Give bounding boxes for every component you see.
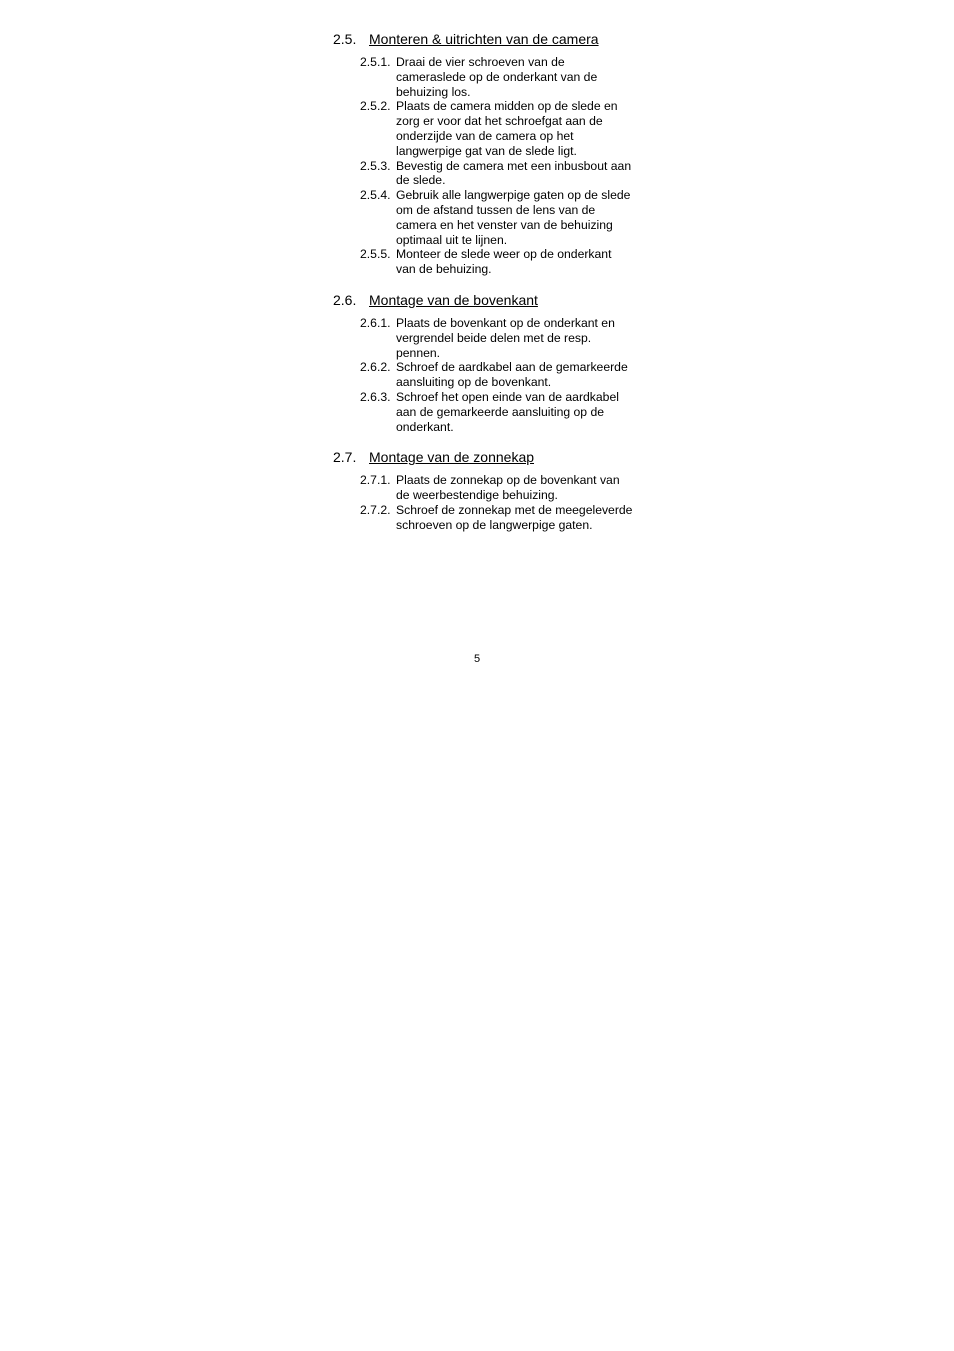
step-item	[360, 360, 633, 390]
step-number: 2.6.2.	[360, 360, 391, 375]
step-number: 2.7.2.	[360, 502, 391, 517]
document-body	[333, 30, 633, 533]
step-item	[360, 316, 633, 360]
step-number: 2.5.4.	[360, 188, 391, 203]
step-text: Schroef het open einde van de aardkabel aan de gemarkeerde aansluiting op de onderkant.	[396, 389, 619, 434]
step-number: 2.5.1.	[360, 55, 391, 69]
section-2-5	[333, 30, 633, 277]
section-title: Monteren & uitrichten van de camera	[369, 31, 599, 47]
step-list	[360, 473, 633, 532]
step-number: 2.5.3.	[360, 158, 391, 173]
step-text: Draai de vier schroeven van de cameraslede op de onderkant van de behuizing los.	[396, 55, 598, 99]
step-item	[360, 390, 633, 434]
section-2-6	[333, 291, 633, 434]
step-number: 2.6.1.	[360, 315, 391, 330]
step-text: Monteer de slede weer op de onderkant van de behuizing.	[396, 247, 612, 277]
section-number: 2.5.	[333, 31, 357, 47]
step-item	[360, 55, 633, 99]
step-text: Gebruik alle langwerpige gaten op de slede om de afstand tussen de lens van de camera en het venster van de behuizing optimaal uit te lijnen.	[396, 188, 631, 247]
section-title: Montage van de zonnekap	[369, 449, 535, 466]
section-number: 2.7.	[333, 449, 357, 466]
step-list	[360, 316, 633, 434]
section-2-7	[333, 448, 633, 532]
step-text: Plaats de zonnekap op de bovenkant van de weerbestendige behuizing.	[396, 473, 620, 503]
step-text: Plaats de camera midden op de slede en zorg er voor dat het schroefgat aan de onderzijde van de camera op het langwerpige gat van de slede ligt.	[396, 99, 618, 158]
step-number: 2.5.2.	[360, 99, 391, 114]
step-item	[360, 188, 633, 247]
step-number: 2.5.5.	[360, 247, 391, 262]
step-item	[360, 159, 633, 189]
step-number: 2.7.1.	[360, 473, 391, 488]
step-item	[360, 503, 633, 533]
step-text: Plaats de bovenkant op de onderkant en vergrendel beide delen met de resp. pennen.	[396, 315, 615, 360]
section-number: 2.6.	[333, 291, 357, 308]
page-number: 5	[473, 653, 481, 665]
step-number: 2.6.3.	[360, 389, 391, 404]
step-item	[360, 247, 633, 277]
step-item	[360, 99, 633, 158]
section-title: Montage van de bovenkant	[369, 291, 538, 308]
step-text: Schroef de aardkabel aan de gemarkeerde aansluiting op de bovenkant.	[396, 360, 628, 390]
step-text: Bevestig de camera met een inbusbout aan de slede.	[396, 158, 632, 188]
section-heading	[333, 291, 633, 309]
step-list	[360, 55, 633, 277]
step-text: Schroef de zonnekap met de meegeleverde schroeven op de langwerpige gaten.	[396, 502, 633, 532]
step-item	[360, 473, 633, 503]
section-heading	[333, 448, 633, 466]
section-heading	[333, 30, 633, 48]
